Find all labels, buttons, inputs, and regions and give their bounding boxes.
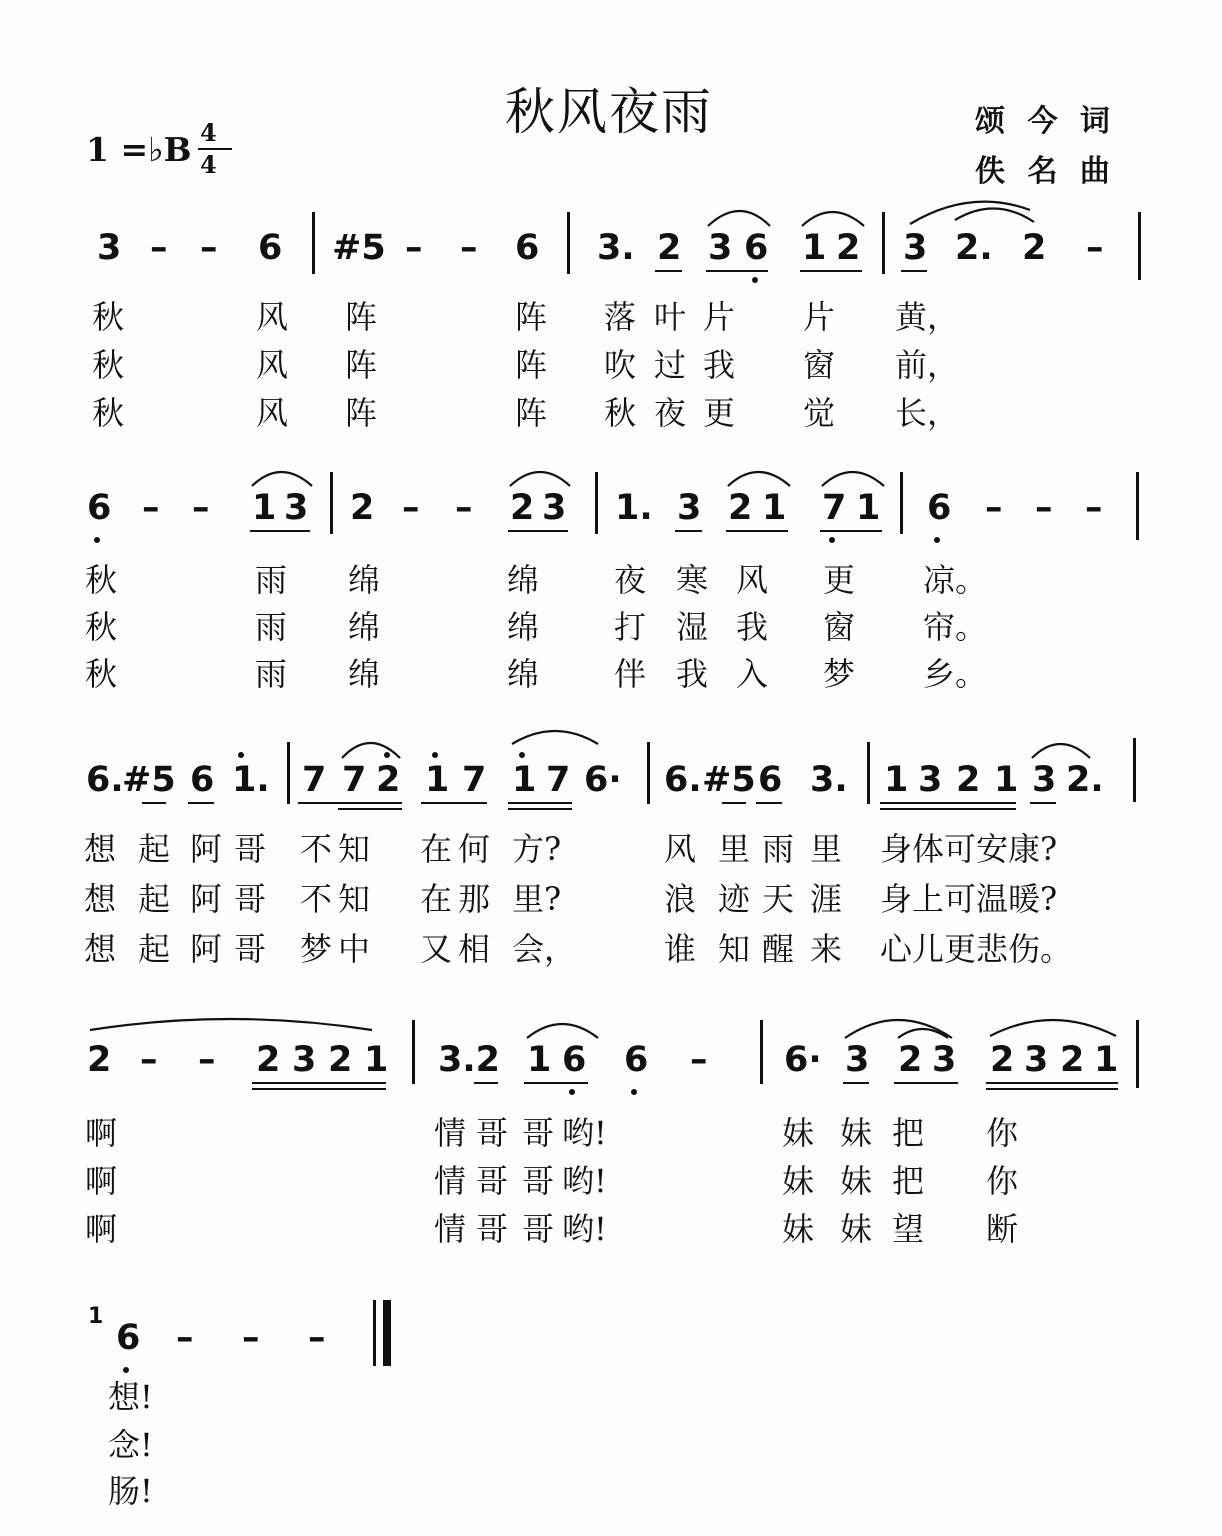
slur <box>90 1019 372 1030</box>
lyric: 帘。 <box>923 608 988 646</box>
underline <box>894 1082 958 1084</box>
underline <box>508 802 572 804</box>
lyric: 把 <box>892 1114 925 1152</box>
underline <box>722 802 746 804</box>
slur <box>510 472 570 486</box>
slur <box>728 472 790 486</box>
underline <box>508 530 568 532</box>
note: 3 <box>542 488 567 528</box>
lyric: 过 <box>654 346 687 384</box>
lyric: 想 <box>84 830 117 868</box>
lyric: 更 <box>823 561 856 599</box>
underline <box>508 808 572 810</box>
dash: – <box>200 228 218 268</box>
note: 6 <box>744 228 769 268</box>
lyric: 秋 <box>85 561 118 599</box>
bar-line <box>567 212 570 274</box>
lyric: 入 <box>736 655 769 693</box>
note: 6. <box>664 760 702 800</box>
note: 3 <box>708 228 733 268</box>
note: 6 <box>927 488 952 528</box>
lyric: 身体可安康? <box>880 830 1058 868</box>
note: 2. <box>955 228 993 268</box>
note: 3 <box>284 488 309 528</box>
lyric: 知 <box>338 880 371 918</box>
lyric: 哥 <box>234 880 267 918</box>
dash: – <box>242 1318 260 1358</box>
underline <box>188 802 214 804</box>
dash: – <box>460 228 478 268</box>
lyric: 在 <box>420 880 453 918</box>
lyric: 肠! <box>108 1472 153 1510</box>
note: 2 <box>510 488 535 528</box>
note: 2. <box>1066 760 1104 800</box>
underline <box>421 802 487 804</box>
lyric: 窗 <box>823 608 856 646</box>
lyric: 秋 <box>604 394 637 432</box>
high-octave-dot <box>238 752 244 758</box>
dash: – <box>985 488 1003 528</box>
time-signature-numerator: 4 <box>200 118 217 147</box>
lyric: 夜 <box>614 561 647 599</box>
note: 6 <box>190 760 215 800</box>
bar-line <box>412 1020 415 1084</box>
note: 3 <box>1024 1040 1049 1080</box>
slur <box>955 208 1034 222</box>
lyric: 叶 <box>654 298 687 336</box>
lyric: 阿 <box>190 930 223 968</box>
note: 2 <box>657 228 682 268</box>
slur <box>1032 744 1090 758</box>
dash: – <box>140 1040 158 1080</box>
lyric: 雨 <box>762 830 795 868</box>
lyric: 里? <box>512 880 562 918</box>
note: 1 <box>252 488 277 528</box>
lyric: 身上可温暖? <box>880 880 1058 918</box>
bar-line <box>760 1020 763 1084</box>
note: 2 <box>898 1040 923 1080</box>
note: 1 <box>425 760 450 800</box>
note: 3.2 <box>438 1040 501 1080</box>
lyric: 伴 <box>614 655 647 693</box>
lyric: 不 <box>300 830 333 868</box>
note: 7 <box>546 760 571 800</box>
low-octave-dot <box>631 1089 637 1095</box>
lyric: 打 <box>614 608 647 646</box>
lyric: 夜 <box>654 394 687 432</box>
note: 2 <box>256 1040 281 1080</box>
underline <box>986 1088 1118 1090</box>
dash: – <box>142 488 160 528</box>
lyric: 落 <box>604 298 637 336</box>
underline <box>142 802 166 804</box>
underline <box>880 802 1016 804</box>
slur <box>512 731 598 744</box>
lyric: 哟! <box>562 1114 607 1152</box>
lyric: 秋 <box>85 655 118 693</box>
lyric: 风 <box>256 346 289 384</box>
lyric: 哥 <box>476 1162 509 1200</box>
note: 1 <box>884 760 909 800</box>
note: 1 <box>856 488 881 528</box>
note: 2 <box>350 488 375 528</box>
lyric: 前， <box>895 346 960 384</box>
note: 6· <box>784 1040 822 1080</box>
lyric: 阿 <box>190 830 223 868</box>
lyric: 风 <box>664 830 697 868</box>
high-octave-dot <box>519 752 525 758</box>
lyric: 哥 <box>522 1114 555 1152</box>
bar-line <box>882 212 885 274</box>
lyric: 会， <box>512 930 577 968</box>
note: 2 <box>956 760 981 800</box>
lyric: 哟! <box>562 1162 607 1200</box>
lyric: 片 <box>703 298 736 336</box>
lyric: 绵 <box>507 608 540 646</box>
lyric: 妹 <box>782 1162 815 1200</box>
slur <box>802 212 864 226</box>
underline <box>820 530 882 532</box>
lyric: 绵 <box>348 655 381 693</box>
dash: – <box>1085 488 1103 528</box>
note: 3 <box>918 760 943 800</box>
lyric: 知 <box>718 930 751 968</box>
lyric: 更 <box>703 394 736 432</box>
lyric: 风 <box>256 298 289 336</box>
lyric: 中 <box>338 930 371 968</box>
slur <box>527 1024 598 1038</box>
note: 3 <box>292 1040 317 1080</box>
underline <box>880 808 1016 810</box>
lyric: 哥 <box>476 1114 509 1152</box>
note: 6 <box>116 1318 141 1358</box>
underline <box>252 1082 386 1084</box>
lyric: 方? <box>512 830 562 868</box>
lyric: 秋 <box>85 608 118 646</box>
lyric: 起 <box>138 830 171 868</box>
note: 3 <box>903 228 928 268</box>
lyric: 念! <box>108 1426 153 1464</box>
note: 3. <box>810 760 848 800</box>
bar-line <box>595 472 598 534</box>
note: 6· <box>584 760 622 800</box>
lyric: 绵 <box>348 608 381 646</box>
key-signature: 1 =♭B <box>86 130 192 169</box>
slur <box>898 1029 948 1038</box>
lyric: 梦 <box>823 655 856 693</box>
low-octave-dot <box>934 537 940 543</box>
composer-credit: 佚 名 曲 <box>975 154 1116 189</box>
note: 1. <box>232 760 270 800</box>
lyric: 情 <box>434 1162 467 1200</box>
lyric: 雨 <box>255 608 288 646</box>
lyric: 你 <box>986 1162 1019 1200</box>
underline <box>655 270 682 272</box>
underline <box>800 270 862 272</box>
bar-line <box>1136 472 1139 540</box>
underline <box>252 1088 386 1090</box>
note: 7 <box>302 760 327 800</box>
note: 2 <box>1060 1040 1085 1080</box>
lyric: 妹 <box>782 1210 815 1248</box>
underline <box>901 270 927 272</box>
slur <box>822 472 884 486</box>
lyric: 秋 <box>92 298 125 336</box>
lyric: 吹 <box>604 346 637 384</box>
dash: – <box>150 228 168 268</box>
lyric: 秋 <box>92 346 125 384</box>
lyric: 情 <box>434 1210 467 1248</box>
bar-line <box>287 742 290 804</box>
dash: – <box>690 1040 708 1080</box>
lyric: 妹 <box>840 1162 873 1200</box>
dash: – <box>192 488 210 528</box>
lyric: 风 <box>256 394 289 432</box>
lyric: 阵 <box>345 346 378 384</box>
lyric: 你 <box>986 1114 1019 1152</box>
lyric: 梦 <box>300 930 333 968</box>
slur <box>252 472 312 486</box>
lyric: 风 <box>736 561 769 599</box>
lyric: 迹 <box>718 880 751 918</box>
underline <box>1030 802 1056 804</box>
final-bar-thick <box>383 1300 391 1366</box>
lyric: 想 <box>84 930 117 968</box>
lyric: 湿 <box>676 608 709 646</box>
lyric: 断 <box>986 1210 1019 1248</box>
high-octave-dot <box>432 752 438 758</box>
note: 6 <box>562 1040 587 1080</box>
lyric: 阵 <box>515 394 548 432</box>
note: 1 <box>1094 1040 1119 1080</box>
lyric: 哥 <box>476 1210 509 1248</box>
lyric: 凉。 <box>923 561 988 599</box>
lyric: 起 <box>138 880 171 918</box>
note: 7 <box>462 760 487 800</box>
note: 3 <box>845 1040 870 1080</box>
low-octave-dot <box>569 1089 575 1095</box>
note: 6 <box>624 1040 649 1080</box>
lyric: 谁 <box>664 930 697 968</box>
note: 6 <box>87 488 112 528</box>
lyric: 那 <box>458 880 491 918</box>
lyric: 何 <box>458 830 491 868</box>
lyric: 把 <box>892 1162 925 1200</box>
underline <box>726 530 788 532</box>
note: 2 <box>836 228 861 268</box>
bar-line <box>330 472 333 534</box>
score-title: 秋风夜雨 <box>505 83 713 141</box>
underline <box>843 1082 869 1084</box>
lyric: 哟! <box>562 1210 607 1248</box>
underline <box>250 530 310 532</box>
low-octave-dot <box>94 537 100 543</box>
lyric: 雨 <box>255 561 288 599</box>
lyric: 啊 <box>85 1210 118 1248</box>
note: 3 <box>97 228 122 268</box>
underline <box>756 802 782 804</box>
lyric: 不 <box>300 880 333 918</box>
lyric: 绵 <box>507 561 540 599</box>
lyric: 相 <box>458 930 491 968</box>
dash: – <box>455 488 473 528</box>
note: 2 <box>1022 228 1047 268</box>
lyric: 起 <box>138 930 171 968</box>
lyric: 妹 <box>840 1114 873 1152</box>
lyric: 里 <box>718 830 751 868</box>
lyric: 绵 <box>348 561 381 599</box>
lyric: 绵 <box>507 655 540 693</box>
note: #5 <box>702 760 756 800</box>
slur <box>708 211 770 226</box>
tuplet-marker: 1 <box>88 1304 104 1329</box>
bar-line <box>1136 1020 1139 1088</box>
dash: – <box>1086 228 1104 268</box>
underline <box>298 802 402 804</box>
time-signature-denominator: 4 <box>200 150 217 179</box>
lyric: 哥 <box>522 1210 555 1248</box>
lyric: 黄， <box>895 298 960 336</box>
note: 1 <box>364 1040 389 1080</box>
lyric: 秋 <box>92 394 125 432</box>
underline <box>706 270 768 272</box>
note: 6 <box>515 228 540 268</box>
lyric: 阵 <box>345 298 378 336</box>
lyric: 我 <box>703 346 736 384</box>
note: 6. <box>86 760 124 800</box>
lyric: 天 <box>762 880 795 918</box>
bar-line <box>867 742 870 804</box>
lyric: 想 <box>84 880 117 918</box>
lyric: 长， <box>895 394 960 432</box>
note: 1 <box>512 760 537 800</box>
note: 1 <box>762 488 787 528</box>
lyric: 阵 <box>515 298 548 336</box>
underline <box>986 1082 1118 1084</box>
lyricist-credit: 颂 今 词 <box>975 104 1116 139</box>
slur <box>910 202 1030 224</box>
note: 1 <box>802 228 827 268</box>
note: 3. <box>597 228 635 268</box>
dash: – <box>402 488 420 528</box>
dash: – <box>405 228 423 268</box>
bar-line <box>312 212 315 274</box>
dash: – <box>198 1040 216 1080</box>
note: 6 <box>758 760 783 800</box>
note: #5 <box>332 228 386 268</box>
underline <box>474 1082 498 1084</box>
dash: – <box>176 1318 194 1358</box>
lyric: 妹 <box>840 1210 873 1248</box>
lyric: 情 <box>434 1114 467 1152</box>
note: 3 <box>1032 760 1057 800</box>
lyric: 啊 <box>85 1162 118 1200</box>
note: 3 <box>932 1040 957 1080</box>
lyric: 涯 <box>810 880 843 918</box>
note: 6 <box>258 228 283 268</box>
lyric: 醒 <box>762 930 795 968</box>
underline <box>675 530 702 532</box>
lyric: 乡。 <box>923 655 988 693</box>
underline <box>524 1082 588 1084</box>
lyric: 妹 <box>782 1114 815 1152</box>
high-octave-dot <box>384 752 390 758</box>
note: 2 <box>728 488 753 528</box>
low-octave-dot <box>752 277 758 283</box>
lyric: 窗 <box>803 346 836 384</box>
lyric: 雨 <box>255 655 288 693</box>
lyric: 我 <box>736 608 769 646</box>
lyric: 知 <box>338 830 371 868</box>
lyric: 啊 <box>85 1114 118 1152</box>
lyric: 哥 <box>522 1162 555 1200</box>
lyric: 阵 <box>345 394 378 432</box>
lyric: 望 <box>892 1210 925 1248</box>
note: 1 <box>994 760 1019 800</box>
note: 7 <box>342 760 367 800</box>
lyric: 心儿更悲伤。 <box>880 930 1073 968</box>
note: 2 <box>990 1040 1015 1080</box>
bar-line <box>900 472 903 534</box>
lyric: 我 <box>676 655 709 693</box>
slur <box>990 1020 1116 1036</box>
lyric: 寒 <box>676 561 709 599</box>
note: 2 <box>376 760 401 800</box>
low-octave-dot <box>829 537 835 543</box>
dash: – <box>308 1318 326 1358</box>
lyric: 阿 <box>190 880 223 918</box>
note: 3 <box>677 488 702 528</box>
note: 2 <box>328 1040 353 1080</box>
lyric: 来 <box>810 930 843 968</box>
lyric: 片 <box>803 298 836 336</box>
underline <box>338 808 402 810</box>
slur <box>342 743 400 758</box>
note: 1 <box>527 1040 552 1080</box>
note: #5 <box>122 760 176 800</box>
lyric: 觉 <box>803 394 836 432</box>
final-bar-thin <box>373 1300 376 1366</box>
lyric: 在 <box>420 830 453 868</box>
lyric: 哥 <box>234 930 267 968</box>
note: 1. <box>615 488 653 528</box>
note: 7 <box>822 488 847 528</box>
note: 2 <box>87 1040 112 1080</box>
bar-line <box>1138 212 1141 280</box>
dash: – <box>1035 488 1053 528</box>
bar-line <box>647 742 650 804</box>
bar-line <box>1133 738 1136 802</box>
lyric: 又 <box>420 930 453 968</box>
lyric: 想! <box>108 1378 153 1416</box>
lyric: 浪 <box>664 880 697 918</box>
lyric: 里 <box>810 830 843 868</box>
lyric: 哥 <box>234 830 267 868</box>
lyric: 阵 <box>515 346 548 384</box>
slur <box>845 1020 952 1038</box>
